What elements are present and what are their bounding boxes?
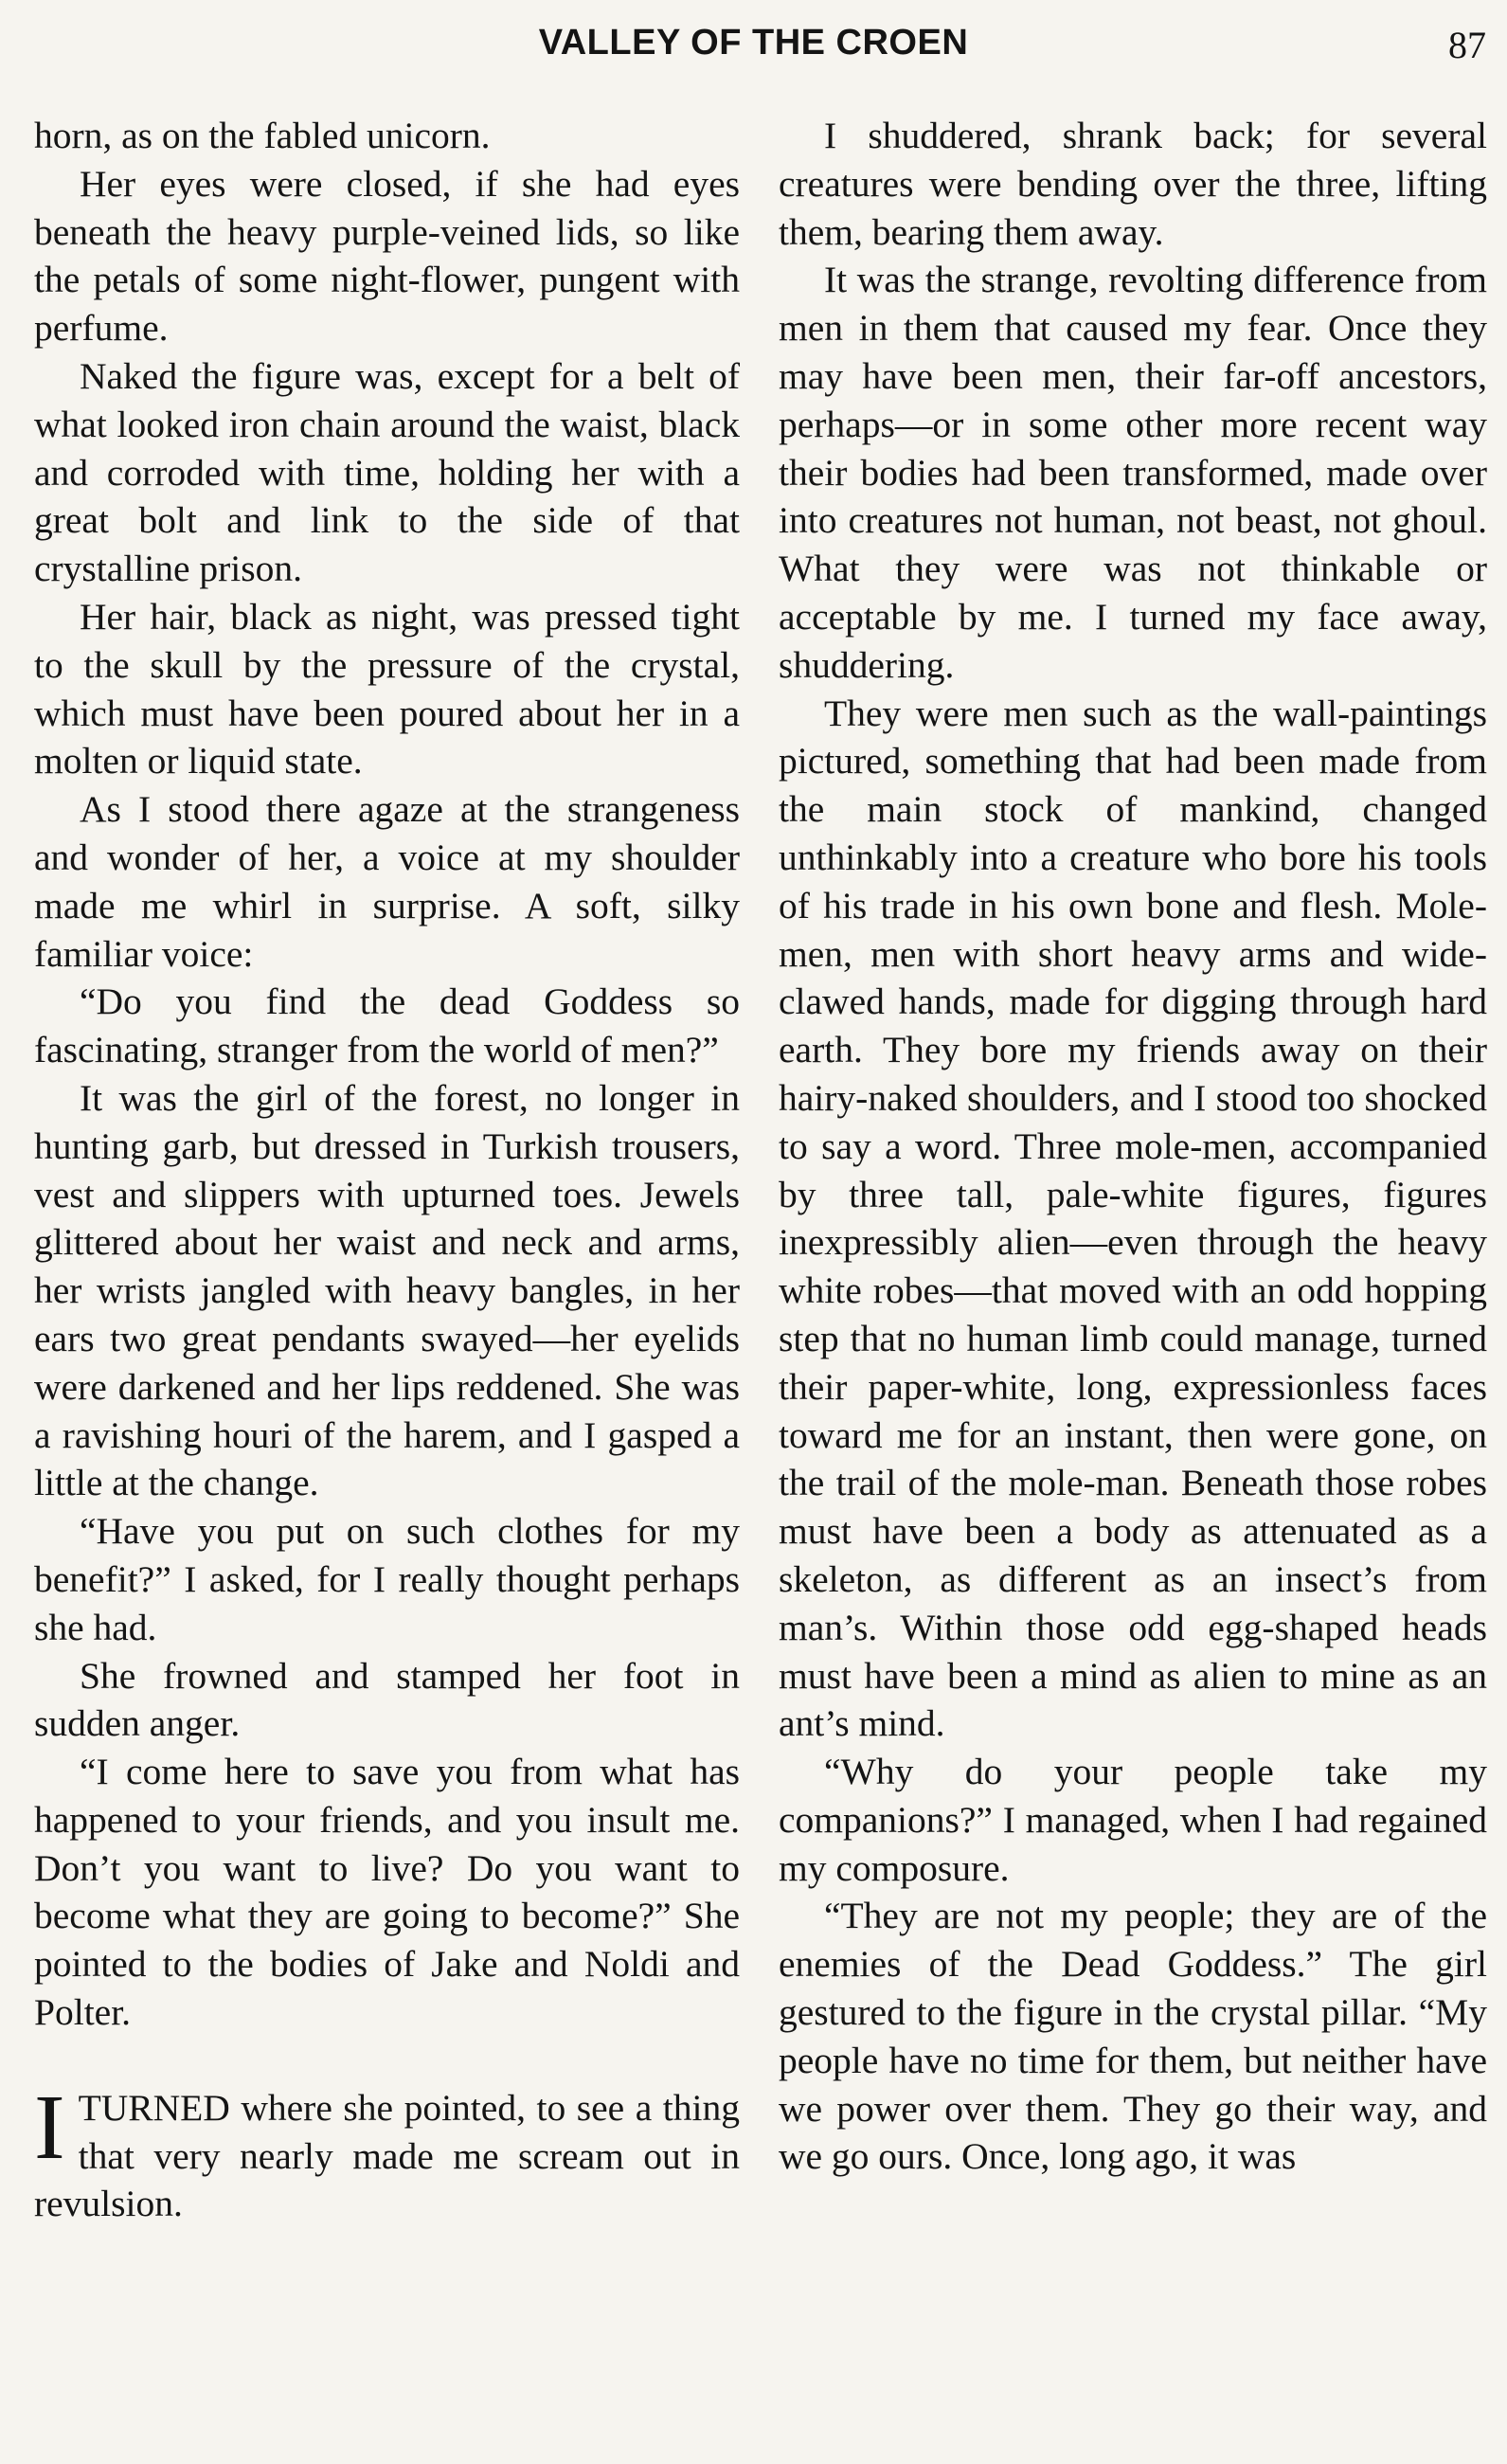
paragraph: “Have you put on such clothes for my benefit?” I asked, for I really thought perhaps she had. (34, 1510, 740, 1648)
paragraph-text: TURNED where she pointed, to see a thing that very nearly made me scream out in revulsion. (34, 2086, 740, 2225)
paragraph: She frowned and stamped her foot in sudden anger. (34, 1654, 740, 1745)
paragraph: Naked the figure was, except for a belt of what looked iron chain around the waist, black and corroded with time, holding her with a great bolt and link to the side of that crystalline prison. (34, 354, 740, 590)
section-start-paragraph (34, 2076, 740, 2228)
paragraph: They were men such as the wall-paintings pictured, something that had been made from the main stock of mankind, changed unthinkably into a creature who bore his tools of his trade in his own bone and flesh. Mole-men, men with short heavy arms and wide-clawed hands, made for digging through hard earth. They bore my friends away on their hairy-naked shoulders, and I stood too shocked to say a word. Three mole-men, accompanied by three tall, pale-white figures, figures inexpressibly alien—even through the heavy white robes—that moved with an odd hopping step that no human limb could manage, turned their paper-white, long, expressionless faces toward me for an instant, then were gone, on the trail of the mole-man. Beneath those robes must have been a body as attenuated as a skeleton, as different as an insect’s from man’s. Within those odd egg-shaped heads must have been a mind as alien to mine as an ant’s mind. (779, 692, 1487, 1745)
paragraph: “They are not my people; they are of the enemies of the Dead Goddess.” The girl gestured to the figure in the crystal pillar. “My people have no time for them, but neither have we power over them. They go their way, and we go ours. Once, long ago, it was (779, 1895, 1487, 2178)
paragraph: “Do you find the dead Goddess so fascinating, stranger from the world of men?” (34, 980, 740, 1071)
paragraph: I shuddered, shrank back; for several creatures were bending over the three, lifting them, bearing them away. (779, 115, 1487, 253)
paragraph: Her eyes were closed, if she had eyes beneath the heavy purple-veined lids, so like the petals of some night-flower, pungent with perfume. (34, 162, 740, 350)
left-column (34, 112, 740, 2228)
paragraph: horn, as on the fabled unicorn. (34, 115, 491, 156)
paragraph: It was the girl of the forest, no longer in hunting garb, but dressed in Turkish trousers, vest and slippers with upturned toes. Jewels glittered about her waist and neck and arms, her wrists jangled with heavy bangles, in her ears two great pendants swayed—her eyelids were darkened and her lips reddened. She was a ravishing houri of the harem, and I gasped a little at the change. (34, 1076, 740, 1504)
page-header (0, 23, 1507, 70)
running-title: VALLEY OF THE CROEN (538, 23, 969, 63)
paragraph: It was the strange, revolting difference from men in them that caused my fear. Once they may have been men, their far-off ancestors, perhaps—or in some other more recent way their bodies had been transformed, made over into creatures not human, not beast, not ghoul. What they were was not thinkable or acceptable by me. I turned my face away, shuddering. (779, 259, 1487, 686)
page-number: 87 (1448, 24, 1486, 66)
paragraph: Her hair, black as night, was pressed tight to the skull by the pressure of the crystal, which must have been poured about her in a molten or liquid state. (34, 595, 740, 782)
paragraph: “Why do your people take my companions?” I managed, when I had regained my composure. (779, 1751, 1487, 1889)
drop-cap: I (34, 2076, 65, 2179)
paragraph: “I come here to save you from what has happened to your friends, and you insult me. Don’t you want to live? Do you want to become what they are going to become?” She pointed to the bodies of Jake and Noldi and Polter. (34, 1751, 740, 2034)
paragraph: As I stood there agaze at the strangeness and wonder of her, a voice at my shoulder made me whirl in surprise. A soft, silky familiar voice: (34, 788, 740, 975)
right-column (779, 112, 1487, 2181)
